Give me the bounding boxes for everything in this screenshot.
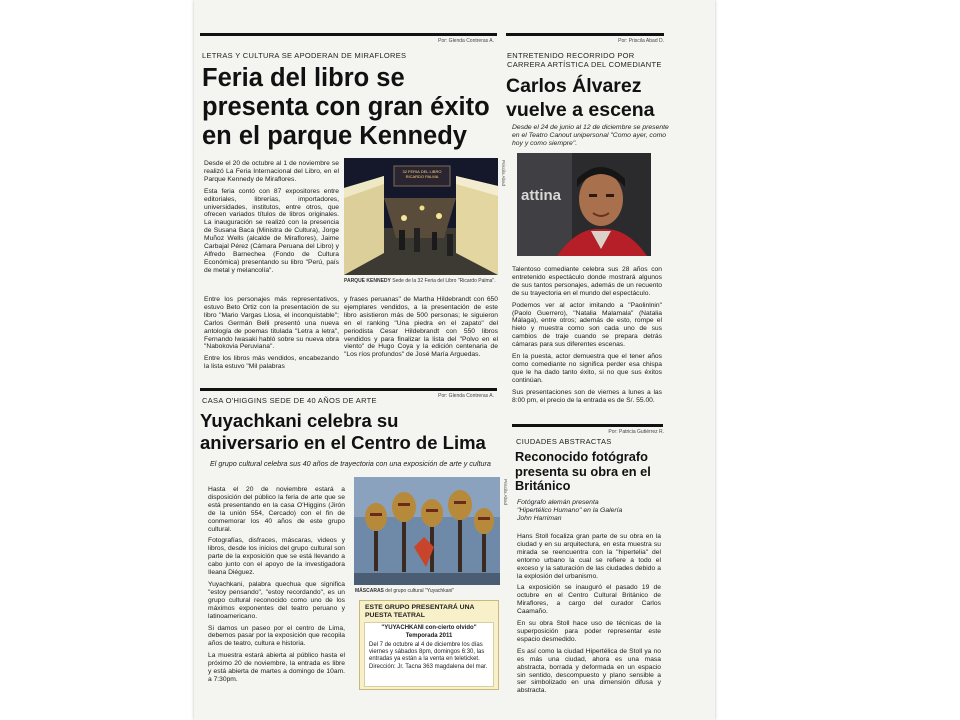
body-feria-p2: Esta feria contó con 87 expositores entre editoriales, librerías, importadores, universidades, institutos, entre otros, que ofrecen variados títulos de libros originales. La inauguración se realizó con la presencia de Susana Baca (Ministra de Cultura), Jorge Muñoz Wells (alcalde de Miraflores), Jaime Carbajal Pérez (Cámara Peruana del Libro) y Alfredo Barnechea (Fondo de Cultura Económica) presentando su libro "Perú, país de metal y melancolía".	[204, 187, 339, 274]
headline-feria-line2: presenta con gran éxito	[202, 93, 490, 121]
credit-feria: Priscila Abad	[501, 160, 506, 187]
caption-mascaras	[355, 588, 505, 594]
byline-alvarez: Por: Priscila Abad D.	[618, 38, 664, 44]
info-box-show: "YUYACHKANI con-cierto olvido"	[381, 625, 477, 631]
newspaper-page	[194, 0, 715, 720]
headline-alvarez-line2: vuelve a escena	[506, 99, 655, 121]
headline-fotografo-line3: Británico	[515, 478, 571, 493]
caption-feria-text: Sede de la 32 Feria del Libro "Ricardo Palma".	[392, 278, 496, 284]
info-box-inner	[364, 622, 494, 687]
info-box-body-p1: Del 7 de octubre al 4 de diciembre los días viernes y sábados 8pm, domingos 6:30, las entradas ya están a la venta en teleticket.	[369, 642, 485, 663]
body-alvarez-p4: Sus presentaciones son de viernes a lunes a las 8:00 pm, el precio de la entrada es de S/. 55.00.	[512, 388, 662, 404]
photo-alvarez	[517, 153, 651, 256]
info-box-body-p2: Dirección: Jr. Tacna 363 magdalena del mar.	[369, 663, 488, 670]
deck-fotografo-line3: John Harriman	[517, 515, 562, 522]
photo-alvarez-illustration	[517, 153, 651, 256]
body-yuyachkani-p4: Si damos un paseo por el centro de Lima, debemos pasar por la exposición que recopila años de teatro, cultura e historia.	[208, 624, 345, 648]
body-alvarez-p3: En la puesta, actor demuestra que el tener años como comediante no significa perder esa chispa que le ha dado tanto éxito, si no que sus éxitos continúan.	[512, 353, 662, 384]
credit-mascaras: Priscila Abad	[503, 479, 508, 506]
caption-feria	[344, 278, 504, 284]
headline-fotografo	[515, 450, 675, 494]
body-yuyachkani-p5: La muestra estará abierta al público hasta el próximo 20 de noviembre, la entrada es libre y está abierta de martes a domingo de 10am. a 7:30pm.	[208, 652, 345, 683]
body-yuyachkani-p1: Hasta el 20 de noviembre estará a disposición del público la feria de arte que se está presentando en la casa O'Higgins (Jirón de la unión 554, Cercado) con el fin de conmemorar los 40 años de este grupo cultural.	[208, 486, 345, 533]
headline-yuyachkani	[200, 410, 505, 454]
photo-mascaras-illustration	[354, 477, 500, 585]
kicker-alvarez	[507, 51, 707, 69]
body-alvarez-p1: Talentoso comediante celebra sus 28 años con entretenido espectáculo donde mostrará algunos de sus tantos personajes, además de un recuento de su trayectoria en el mundo del espectáculo.	[512, 266, 662, 297]
info-box-title	[365, 604, 495, 620]
byline-feria: Por: Glenda Contreras A.	[438, 38, 494, 44]
deck-fotografo-line1: Fotógrafo alemán presenta	[517, 499, 599, 506]
kicker-yuyachkani: CASA O'HIGGINS SEDE DE 40 AÑOS DE ARTE	[202, 396, 377, 405]
body-fotografo-p3: En su obra Stoll hace uso de técnicas de la superposición para poder representar este espacio desmedido.	[517, 620, 661, 643]
info-box-teatro	[359, 600, 499, 690]
body-feria-p4: Entre los libros más vendidos, encabezando la lista estuvo "Mil palabras	[204, 355, 339, 371]
mid-rule-left	[200, 388, 497, 391]
body-fotografo-p1: Hans Stoll focaliza gran parte de su obra en la ciudad y en su arquitectura, en esta muestra su mirada se reencuentra con la "hipertelia" del entorno urbano la cual se refiere a todo el exceso y la saturación de las ciudades debido a la explosión del urbanismo.	[517, 533, 661, 580]
body-yuyachkani	[208, 486, 345, 688]
mid-rule-right	[512, 424, 663, 427]
headline-fotografo-line1: Reconocido fotógrafo	[515, 449, 648, 464]
photo-mascaras	[354, 477, 500, 585]
deck-yuyachkani: El grupo cultural celebra sus 40 años de trayectoria con una exposición de arte y cultura	[210, 459, 491, 468]
body-yuyachkani-p2: Fotografías, disfraces, máscaras, videos y libros, desde los inicios del grupo cultural son parte de la exposición que se está llevando a cabo junto con el apoyo de la investigadora Ileana Diéguez.	[208, 537, 345, 577]
kicker-alvarez-line2: CARRERA ARTÍSTICA DEL COMEDIANTE	[507, 60, 662, 69]
body-feria-col1	[204, 160, 339, 279]
body-feria-p3: Entre los personajes más representativos, estuvo Beto Ortiz con la presentación de su libro "Mario Vargas Llosa, el inconquistable"; Carlos Germán Belli presentó una nueva antología de poemas titulada "Letra a letra", Fernando Iwasaki habló sobre su nueva obra "Nabokovia Peruviana".	[204, 296, 339, 351]
byline-fotografo: Por: Patricia Gutiérrez R.	[608, 429, 664, 435]
headline-feria	[202, 64, 502, 151]
headline-yuyachkani-line2: aniversario en el Centro de Lima	[200, 432, 486, 453]
body-alvarez	[512, 266, 662, 409]
top-rule-right	[506, 33, 664, 36]
caption-feria-bold: PARQUE KENNEDY	[344, 278, 391, 284]
body-fotografo-p2: La exposición se inauguró el pasado 19 de octubre en el Centro Cultural Británico de Miraflores, a cargo del curador Carlos Caamaño.	[517, 584, 661, 616]
byline-yuyachkani: Por: Glenda Contreras A.	[438, 393, 494, 399]
kicker-fotografo: CIUDADES ABSTRACTAS	[516, 437, 612, 446]
kicker-alvarez-line1: ENTRETENIDO RECORRIDO POR	[507, 51, 635, 60]
body-fotografo-p4: Es así como la ciudad Hipertélica de Stoll ya no es más una ciudad, ahora es una masa abstracta, borrada y deformada en un espacio sin sentido, descompuesto y plano sensible a ser simbolizado en una dimensión difusa y abstracta.	[517, 647, 661, 695]
info-box-season: Temporada 2011	[405, 633, 453, 639]
photo-alvarez-text: attina	[521, 187, 562, 204]
top-rule-left	[200, 33, 497, 36]
body-feria-col2	[344, 296, 498, 363]
kicker-feria: LETRAS Y CULTURA SE APODERAN DE MIRAFLORES	[202, 51, 407, 60]
info-box-title-line2: PUESTA TEATRAL	[365, 612, 425, 619]
photo-feria	[344, 158, 498, 275]
headline-fotografo-line2: presenta su obra en el	[515, 463, 651, 479]
body-fotografo	[517, 533, 661, 699]
body-feria-col1b	[204, 296, 339, 375]
photo-feria-sign: 32 FERIA DEL LIBRO RICARDO PALMA	[402, 169, 442, 179]
deck-alvarez: Desde el 24 de junio al 12 de diciembre se presente en el Teatro Canout unipersonal "Como ayer, como hoy y como siempre".	[512, 124, 669, 147]
caption-mascaras-bold: MÁSCARAS	[355, 588, 384, 594]
body-feria-p1: Desde el 20 de octubre al 1 de noviembre se realizó La Feria Internacional del Libro, en el Parque Kennedy de Miraflores.	[204, 160, 339, 183]
info-box-title-line1: ESTE GRUPO PRESENTARÁ UNA	[365, 604, 475, 611]
deck-fotografo-line2: "Hipertélico Humano" en la Galería	[517, 507, 623, 514]
headline-feria-line1: Feria del libro se	[202, 64, 405, 92]
headline-feria-line3: en el parque Kennedy	[202, 122, 467, 150]
body-yuyachkani-p3: Yuyachkani, palabra quechua que significa "estoy pensando", "estoy recordando", es un grupo cultural reconocido como uno de los máximos exponentes del teatro peruano y latinoamericano.	[208, 580, 345, 620]
deck-fotografo	[517, 499, 667, 523]
headline-yuyachkani-line1: Yuyachkani celebra su	[200, 410, 399, 431]
info-box-body	[369, 642, 489, 671]
body-feria-p5: y frases peruanas" de Martha Hildebrandt con 650 ejemplares vendidos, a la presentación de este libro asistieron más de 500 personas; le siguieron en el ranking "Una piedra en el zapato" del periodista Cesar Hildebrandt con 550 libros vendidos y para finalizar la lista del "Polvo en el viento" de Hugo Coya y la edición centenaria de "Los ríos profundos" de José María Arguedas.	[344, 296, 498, 359]
caption-mascaras-text: del grupo cultural "Yuyachkani"	[385, 588, 455, 594]
headline-alvarez-line1: Carlos Álvarez	[506, 75, 642, 97]
headline-alvarez	[506, 74, 711, 122]
body-alvarez-p2: Podemos ver al actor imitando a "Paolinlnin" (Paolo Guerrero), "Natalia Malamala" (Natalia Málaga), entre otros; además de esto, rompe el hielo y muestra como son cada uno de sus cambios de traje cuando se prepara detrás cámaras para sus diferentes escenas.	[512, 301, 662, 349]
